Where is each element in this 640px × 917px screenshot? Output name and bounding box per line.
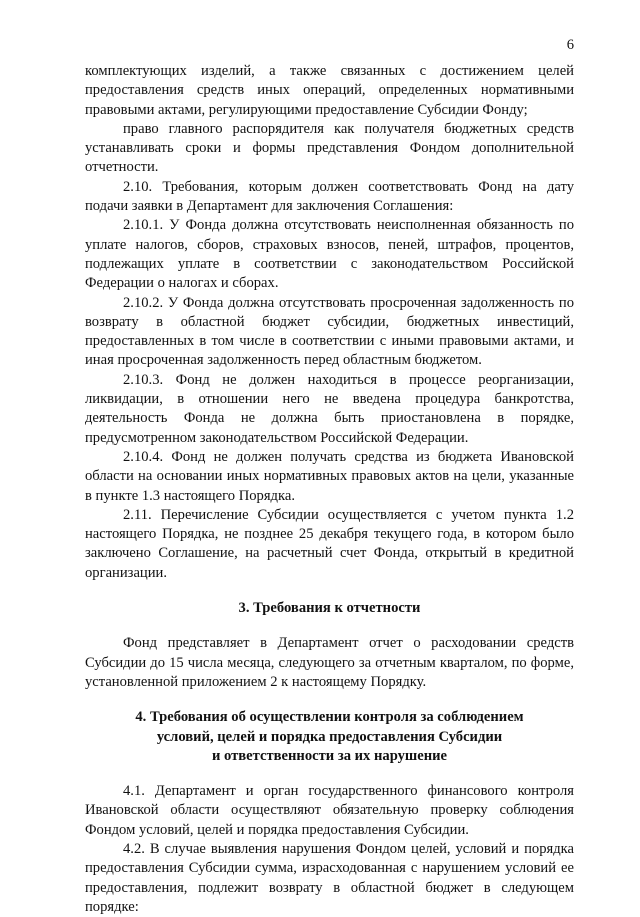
paragraph-2-10: 2.10. Требования, которым должен соответствовать Фонд на дату подачи заявки в Департамент для заключения Соглашения: bbox=[85, 178, 574, 215]
section-4-title-line-1: 4. Требования об осуществлении контроля за соблюдением bbox=[135, 709, 524, 726]
paragraph-section-3: Фонд представляет в Департамент отчет о расходовании средств Субсидии до 15 числа месяца, следующего за отчетным кварталом, по форме, установленной приложением 2 к настоящему Порядку. bbox=[85, 635, 574, 690]
section-3-title: 3. Требования к отчетности bbox=[238, 600, 421, 617]
section-4-title-line-3: и ответственности за их нарушение bbox=[211, 747, 448, 764]
paragraph-4-1: 4.1. Департамент и орган государственного финансового контроля Ивановской области осуществляют обязательную проверку соблюдения Фондом условий, целей и порядка предоставления Субсидии. bbox=[85, 783, 574, 838]
paragraph-continuation: комплектующих изделий, а также связанных с достижением целей предоставления средств иных операций, определенных нормативными правовыми актами, регулирующими предоставление Субсидии Фонду; bbox=[85, 63, 574, 118]
paragraph-2-10-4: 2.10.4. Фонд не должен получать средства из бюджета Ивановской области на основании иных нормативных правовых актов на цели, указанные в пункте 1.3 настоящего Порядка. bbox=[85, 448, 574, 504]
paragraph-2-10-3: 2.10.3. Фонд не должен находиться в процессе реорганизации, ликвидации, в отношении него не введена процедура банкротства, деятельность Фонда не должна быть приостановлена в порядке, предусмотренном законодательством Российской Федерации. bbox=[85, 371, 574, 446]
paragraph-reporting-right: право главного распорядителя как получателя бюджетных средств устанавливать сроки и формы представления Фондом дополнительной отчетности. bbox=[85, 120, 574, 176]
document-body bbox=[85, 62, 574, 917]
section-3-heading bbox=[85, 599, 574, 618]
paragraph-2-11: 2.11. Перечисление Субсидии осуществляется с учетом пункта 1.2 настоящего Порядка, не позднее 25 декабря текущего года, в котором было заключено Соглашение, на расчетный счет Фонда, открытый в кредитной организации. bbox=[85, 506, 574, 581]
paragraph-2-10-2: 2.10.2. У Фонда должна отсутствовать просроченная задолженность по возврату в областной бюджет субсидии, бюджетных инвестиций, предоставленных в том числе в соответствии с иными правовыми актами, и иная просроченная задолженность перед областным бюджетом. bbox=[85, 294, 574, 369]
section-4-title-line-2: условий, целей и порядка предоставления Субсидии bbox=[156, 728, 503, 745]
page-number: 6 bbox=[566, 37, 574, 53]
section-4-heading bbox=[85, 708, 574, 766]
paragraph-4-2: 4.2. В случае выявления нарушения Фондом целей, условий и порядка предоставления Субсидии сумма, израсходованная с нарушением условий ее предоставления, подлежит возврату в областной бюджет в следующем порядке: bbox=[85, 840, 574, 915]
paragraph-2-10-1: 2.10.1. У Фонда должна отсутствовать неисполненная обязанность по уплате налогов, сборов, страховых взносов, пеней, штрафов, процентов, подлежащих уплате в соответствии с законодательством Российской Федерации о налогах и сборах. bbox=[85, 217, 574, 292]
